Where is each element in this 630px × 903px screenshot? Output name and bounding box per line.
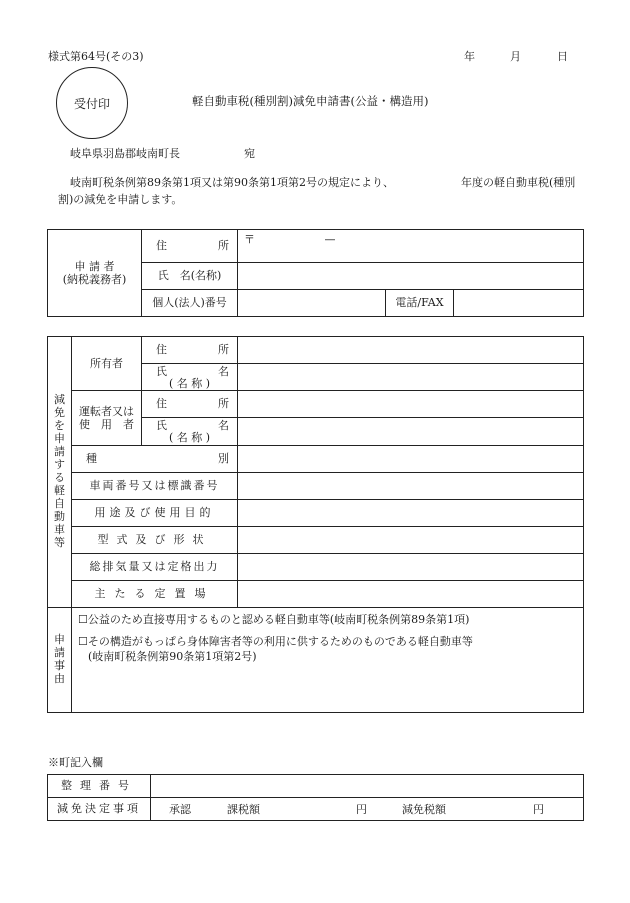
vehicle-side-label-char: 減 xyxy=(54,393,65,407)
vehicle-side-label-char: 申 xyxy=(54,432,65,446)
owner-name-field[interactable] xyxy=(238,364,584,391)
tax-yen-label: 円 xyxy=(356,802,367,816)
storage-field[interactable] xyxy=(238,581,584,608)
ref-number-field[interactable] xyxy=(151,775,584,798)
decision-label: 減免決定事項 xyxy=(48,798,151,821)
reason-option-disability-ref: (岐南町税条例第90条第1項第2号) xyxy=(88,650,257,663)
plate-number-field[interactable] xyxy=(238,473,584,500)
vehicle-side-label-char: 動 xyxy=(54,509,65,523)
body-text-line1: 岐南町税条例第89条第1項又は第90条第1項第2号の規定により、 xyxy=(70,176,394,189)
date-year-label: 年 xyxy=(464,50,475,63)
vehicle-side-label-char: 軽 xyxy=(54,483,65,497)
body-text-line2: 割)の減免を申請します。 xyxy=(58,193,183,206)
postal-mark: 〒 xyxy=(244,233,255,246)
plate-number-label: 車両番号又は標識番号 xyxy=(72,473,238,500)
reason-side-label-char: 請 xyxy=(54,646,65,660)
applicant-address-field[interactable] xyxy=(238,230,584,263)
form-number: 様式第64号(その3) xyxy=(48,50,144,63)
applicant-phone-label: 電話/FAX xyxy=(386,290,454,317)
addressee-name: 岐阜県羽島郡岐南町長 xyxy=(70,147,180,160)
decision-field[interactable] xyxy=(151,798,584,821)
postal-dash: — xyxy=(324,233,336,246)
driver-label: 運転者又は 使 用 者 xyxy=(72,391,142,446)
reason-options xyxy=(72,608,584,713)
storage-label: 主たる定置場 xyxy=(72,581,238,608)
vehicle-type-field[interactable] xyxy=(238,446,584,473)
model-field[interactable] xyxy=(238,527,584,554)
vehicle-side-label-char: 請 xyxy=(54,445,65,459)
vehicle-side-label-char: 等 xyxy=(54,535,65,549)
applicant-id-label: 個人(法人)番号 xyxy=(142,290,238,317)
reason-side-label xyxy=(48,608,72,713)
purpose-label: 用途及び使用目的 xyxy=(72,500,238,527)
reception-stamp-label: 受付印 xyxy=(73,96,110,111)
vehicle-table xyxy=(47,336,584,713)
vehicle-type-label: 種 別 xyxy=(72,446,238,473)
vehicle-side-label xyxy=(48,337,72,608)
reason-option-disability[interactable]: ☐その構造がもっぱら身体障害者等の利用に供するためのものである軽自動車等 xyxy=(78,635,473,648)
vehicle-side-label-char: る xyxy=(54,471,65,484)
addressee-suffix: 宛 xyxy=(244,147,255,160)
owner-name-label: 氏 名 ( 名 称 ) xyxy=(142,364,238,391)
reason-option-public-use[interactable]: ☐公益のため直接専用するものと認める軽自動車等(岐南町税条例第89条第1項) xyxy=(78,613,470,626)
body-text-line1-end: 年度の軽自動車税(種別 xyxy=(461,176,576,189)
displacement-field[interactable] xyxy=(238,554,584,581)
purpose-field[interactable] xyxy=(238,500,584,527)
date-month-label: 月 xyxy=(510,50,521,63)
reduced-amount-label: 減免税額 xyxy=(402,802,446,816)
reason-side-label-char: 事 xyxy=(54,659,65,672)
vehicle-side-label-char: 自 xyxy=(54,496,65,510)
date-day-label: 日 xyxy=(557,50,568,63)
applicant-address-label: 住 所 xyxy=(142,230,238,263)
reduced-yen-label: 円 xyxy=(533,802,544,816)
town-use-heading: ※町記入欄 xyxy=(48,756,103,769)
reception-stamp-circle xyxy=(56,67,128,139)
applicant-name-field[interactable] xyxy=(238,263,584,290)
approval-label: 承認 xyxy=(169,802,191,816)
owner-address-label: 住 所 xyxy=(142,337,238,364)
owner-label: 所有者 xyxy=(72,337,142,391)
vehicle-side-label-char: を xyxy=(54,419,65,433)
model-label: 型式及び形状 xyxy=(72,527,238,554)
applicant-heading: 申 請 者 (納税義務者) xyxy=(48,230,142,317)
displacement-label: 総排気量又は定格出力 xyxy=(72,554,238,581)
applicant-id-field[interactable] xyxy=(238,290,386,317)
document-title: 軽自動車税(種別割)減免申請書(公益・構造用) xyxy=(192,94,429,108)
applicant-phone-field[interactable] xyxy=(454,290,584,317)
applicant-name-label: 氏 名(名称) xyxy=(142,263,238,290)
reason-side-label-char: 由 xyxy=(54,671,65,685)
driver-name-label: 氏 名 ( 名 称 ) xyxy=(142,418,238,446)
tax-amount-label: 課税額 xyxy=(227,802,260,816)
ref-number-label: 整理番号 xyxy=(48,775,151,798)
vehicle-side-label-char: 車 xyxy=(54,522,65,536)
driver-name-field[interactable] xyxy=(238,418,584,446)
vehicle-side-label-char: す xyxy=(54,458,65,472)
applicant-table xyxy=(47,229,584,317)
town-use-table xyxy=(47,774,584,821)
driver-address-label: 住 所 xyxy=(142,391,238,418)
reason-side-label-char: 申 xyxy=(54,633,65,647)
owner-address-field[interactable] xyxy=(238,337,584,364)
vehicle-side-label-char: 免 xyxy=(54,406,65,420)
driver-address-field[interactable] xyxy=(238,391,584,418)
